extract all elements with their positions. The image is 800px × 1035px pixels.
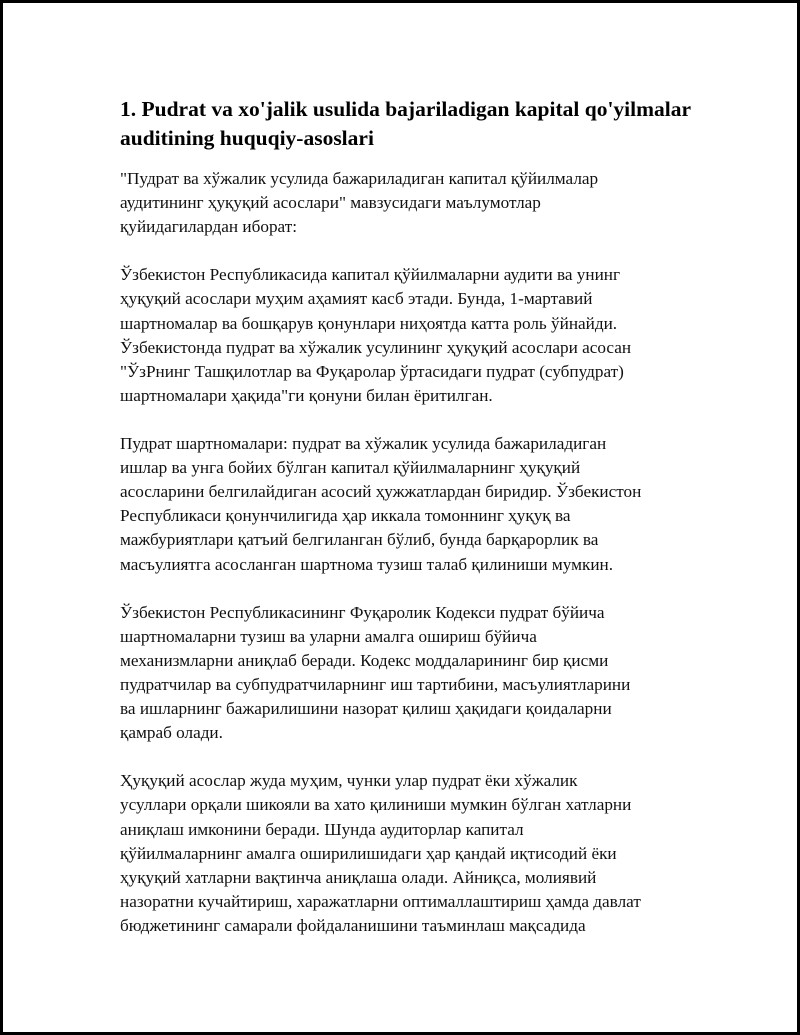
text-line: қуйидагилардан иборат:: [120, 217, 298, 237]
paragraph-legal-basis: [120, 263, 700, 408]
text-line: шартномалари ҳақида"ги қонуни билан ёритилган.: [120, 385, 493, 405]
text-line: "Пудрат ва хўжалик усулида бажариладиган капитал қўйилмалар: [120, 169, 599, 188]
section-heading: [120, 95, 700, 153]
document-body: [120, 95, 700, 938]
text-line: шартномалар ва бошқарув қонунлари ниҳоятда катта роль ўйнайди.: [120, 313, 618, 333]
text-line: Пудрат шартномалари: пудрат ва хўжалик усулида бажариладиган: [120, 434, 607, 454]
text-line: назоратни кучайтириш, харажатларни оптималлаштириш ҳамда давлат: [120, 891, 641, 911]
heading-line: 1. Pudrat va xo'jalik usulida bajariladigan kapital qo'yilmalar: [120, 97, 692, 121]
text-line: Ўзбекистонда пудрат ва хўжалик усулининг ҳуқуқий асослари асосан: [120, 337, 632, 357]
text-line: қўйилмаларнинг амалга оширилишидаги ҳар қандай иқтисодий ёки: [120, 843, 617, 863]
text-line: қамраб олади.: [120, 723, 223, 743]
paragraph-contracts: [120, 432, 700, 577]
text-line: аниқлаш имконини беради. Шунда аудиторлар капитал: [120, 819, 524, 839]
text-line: пудратчилар ва субпудратчиларнинг иш тартибини, масъулиятларини: [120, 674, 631, 694]
text-line: асосларини белгилайдиган асосий ҳужжатлардан биридир. Ўзбекистон: [120, 482, 642, 502]
text-line: Ҳуқуқий асослар жуда муҳим, чунки улар пудрат ёки хўжалик: [120, 771, 578, 791]
text-line: усуллари орқали шикояли ва хато қилиниши мумкин бўлган хатларни: [120, 795, 632, 815]
paragraph-importance: [120, 769, 700, 938]
text-line: ишлар ва унга бойих бўлган капитал қўйилмаларнинг ҳуқуқий: [120, 458, 581, 478]
text-line: "ЎзРнинг Ташқилотлар ва Фуқаролар ўртасидаги пудрат (субпудрат): [120, 361, 624, 381]
text-line: бюджетининг самарали фойдаланишини таъминлаш мақсадида: [120, 915, 586, 935]
text-line: мажбуриятлари қатъий белгиланган бўлиб, бунда барқарорлик ва: [120, 530, 599, 550]
text-line: механизмларни аниқлаб беради. Кодекс моддаларининг бир қисми: [120, 650, 609, 670]
text-line: Республикаси қонунчилигида ҳар иккала томоннинг ҳуқуқ ва: [120, 506, 571, 526]
text-line: ҳуқуқий хатларни вақтинча аниқлаша олади. Айниқса, молиявий: [120, 867, 597, 887]
text-line: ва ишларнинг бажарилишини назорат қилиш ҳақидаги қоидаларни: [120, 699, 612, 719]
paragraph-civil-code: [120, 601, 700, 746]
heading-line: auditining huquqiy-asoslari: [120, 126, 374, 150]
text-line: масъулиятга асосланган шартнома тузиш талаб қилиниши мумкин.: [120, 554, 614, 574]
text-line: аудитининг ҳуқуқий асослари" мавзусидаги маълумотлар: [120, 193, 541, 213]
text-line: Ўзбекистон Республикасида капитал қўйилмаларни аудити ва унинг: [120, 265, 621, 285]
text-line: шартномаларни тузиш ва уларни амалга ошириш бўйича: [120, 626, 537, 646]
text-line: ҳуқуқий асослари муҳим аҳамият касб этади. Бунда, 1-мартавий: [120, 289, 593, 309]
paragraph-intro: [120, 167, 700, 239]
text-line: Ўзбекистон Республикасининг Фуқаролик Кодекси пудрат бўйича: [120, 602, 605, 622]
